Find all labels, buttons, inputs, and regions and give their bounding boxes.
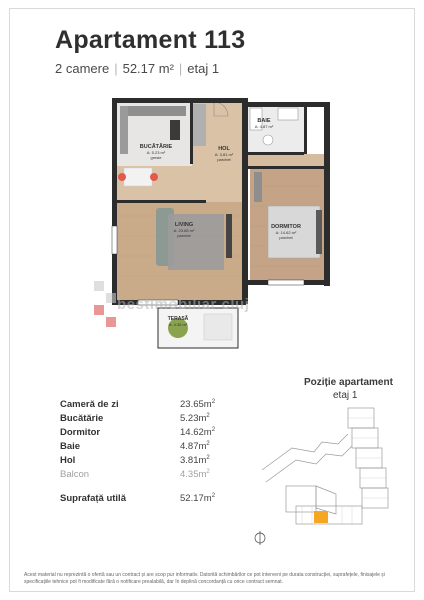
label-baie-name: BAIE xyxy=(257,118,271,124)
area-row: Dormitor $14.62m^2$ xyxy=(60,426,216,438)
area-table xyxy=(60,398,260,506)
fridge xyxy=(170,120,180,140)
watermark-logo xyxy=(92,279,118,331)
sink xyxy=(278,108,298,120)
area-row-balcon: Balcon $4.35m^2$ xyxy=(60,468,210,480)
label-bucatarie-area: A: 5.23 m² xyxy=(146,150,166,155)
label-hol-area: A: 3.81 m² xyxy=(214,152,234,157)
hol-closet xyxy=(192,104,206,146)
position-title: Poziție apartament xyxy=(304,377,393,388)
label-dormitor-finish: parchet xyxy=(279,235,293,240)
apartment-summary: 2 camere | 52.17 m² | etaj 1 xyxy=(55,61,220,76)
floor-plan xyxy=(108,96,332,352)
kitchen-counter xyxy=(120,106,186,116)
total-area-row: Suprafață utilă $52.17m^2$ xyxy=(60,492,216,504)
area-row: Hol $3.81m^2$ xyxy=(60,454,210,466)
apartment-marker xyxy=(314,511,328,523)
area-row: Bucătărie $5.23m^2$ xyxy=(60,412,210,424)
area-row: Cameră de zi $23.65m^2$ xyxy=(60,398,216,410)
area-row: Baie $4.87m^2$ xyxy=(60,440,210,452)
label-hol-finish: parchet xyxy=(217,157,231,162)
label-dormitor-name: DORMITOR xyxy=(271,224,301,230)
label-hol-name: HOL xyxy=(218,146,230,152)
label-baie-area: A: 4.87 m² xyxy=(254,124,274,129)
label-living-area: A: 23.65 m² xyxy=(173,228,195,233)
label-bucatarie-finish: gresie xyxy=(150,155,162,160)
label-terasa-name: TERASĂ xyxy=(167,316,189,322)
tv-unit xyxy=(226,214,232,258)
floor-label: etaj 1 xyxy=(187,61,220,76)
label-dormitor-area: A: 14.62 m² xyxy=(275,230,297,235)
label-living-finish: parchet xyxy=(177,233,191,238)
rooms-count: 2 camere xyxy=(55,61,110,76)
apartment-area: 52.17 m² xyxy=(122,61,174,76)
watermark-text: bestimobiliar cluj xyxy=(117,296,250,313)
label-terasa-area: A: 4.35 m² xyxy=(168,322,188,327)
disclaimer: Acest material nu reprezintă o ofertă sau un contract și are scop pur informativ. Datorită schimbărilor ce pot interveni pe durata construcției, suprafețele, finisajele și specificațiile tehnice pot fi modificate fără o notificare prealabilă, dar în deplină concordanță cu orice contract semnat. xyxy=(24,572,385,585)
label-living-name: LIVING xyxy=(174,222,194,228)
dining-table xyxy=(124,168,152,186)
label-bucatarie-name: BUCĂTĂRIE xyxy=(139,144,173,150)
site-plan xyxy=(252,398,410,548)
toilet xyxy=(263,135,273,145)
position-floor: etaj 1 xyxy=(333,390,358,401)
wardrobe xyxy=(254,172,262,202)
page-title: Apartament 113 xyxy=(55,26,246,54)
compass-icon xyxy=(255,531,265,545)
